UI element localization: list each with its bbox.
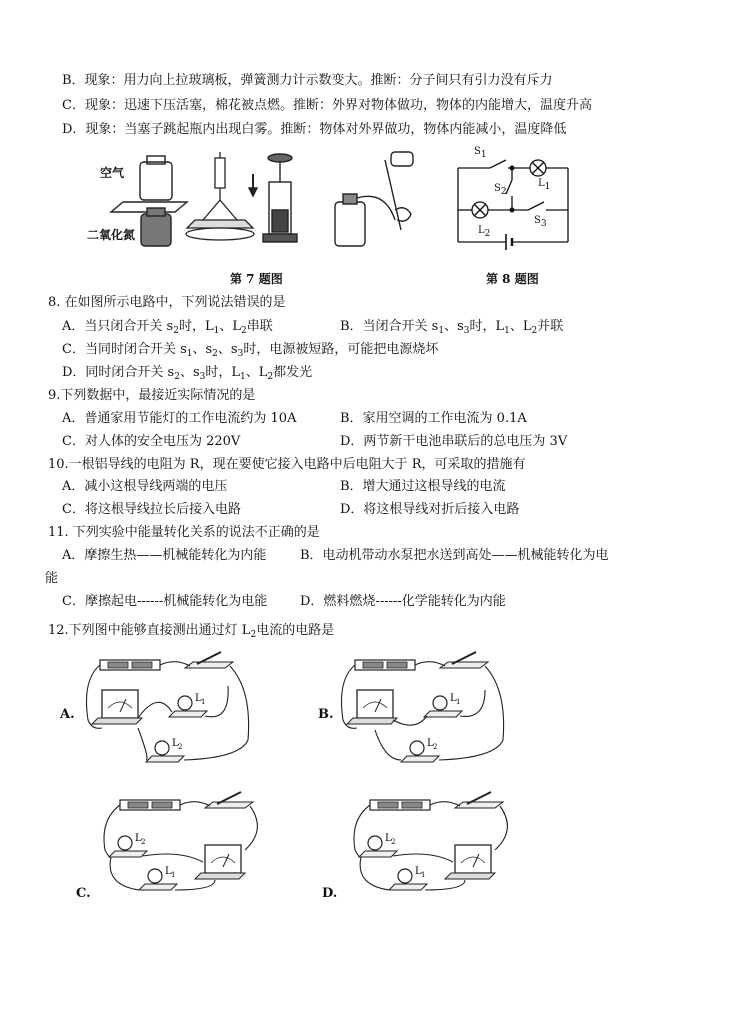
battery-cell-icon <box>152 802 172 808</box>
ammeter-icon <box>455 845 491 873</box>
q9-option-b: B．家用空调的工作电流为 0.1A <box>340 411 527 426</box>
battery-cell-icon <box>363 662 383 668</box>
q12-circuit-d <box>345 790 525 900</box>
fig7-label-air: 空气 <box>100 166 125 180</box>
lamp-base-icon <box>169 711 207 717</box>
lamp-base-icon <box>389 884 427 890</box>
ammeter-base-icon <box>92 718 142 724</box>
fig8-circuit <box>450 150 580 250</box>
bulb-label: L <box>135 833 142 844</box>
switch-base-icon <box>205 802 253 808</box>
q9-stem: 9.下列数据中，最接近实际情况的是 <box>48 388 256 403</box>
lamp-base-icon <box>146 756 184 762</box>
lamp-base-icon <box>424 711 462 717</box>
q12-circuit-b <box>335 650 515 770</box>
q6-option-b: B．现象：用力向上拉玻璃板，弹簧测力计示数变大。推断：分子间只有引力没有斥力 <box>62 73 553 88</box>
q8-option-c: C．当同时闭合开关 $s_1$、$s_2$、$s_3$时，电源被短路，可能把电源烧坏 <box>62 342 439 359</box>
battery-cell-icon <box>378 802 398 808</box>
q12-option-d-label: D. <box>322 886 338 901</box>
bulb-label-sub: 2 <box>178 743 183 751</box>
q12-stem: 12.下列图中能够直接测出通过灯 $L_2$电流的电路是 <box>48 623 335 640</box>
wire <box>360 857 389 890</box>
compression-cylinder <box>249 154 297 242</box>
bulb-label: L <box>450 693 457 704</box>
ammeter-base-icon <box>195 873 245 879</box>
battery-cell-icon <box>402 802 422 808</box>
q12-circuit-a <box>80 650 260 770</box>
fig8-label-l1: L1 <box>538 178 551 192</box>
bulb-icon <box>118 836 132 850</box>
q6-option-d: D．现象：当塞子跳起瓶内出现白雾。推断：物体对外界做功，物体内能减小，温度降低 <box>62 122 567 137</box>
wire <box>180 802 210 806</box>
wire <box>393 854 453 862</box>
bulb-label-sub: 2 <box>391 838 396 846</box>
wire <box>495 806 507 850</box>
wire <box>138 728 147 760</box>
wire <box>375 730 401 760</box>
wire <box>245 806 257 850</box>
wire <box>138 702 172 718</box>
q11-option-b: B．电动机带动水泵把水送到高处——机械能转化为电 <box>300 548 609 563</box>
q9-option-c: C．对人体的安全电压为 220V <box>62 434 241 449</box>
switch-base-icon <box>455 802 503 808</box>
wire <box>430 802 460 806</box>
bulb-label-sub: 2 <box>141 838 146 846</box>
fig8-label-l2: L2 <box>478 225 491 239</box>
wire <box>160 662 190 666</box>
fig8-label-s1: S1 <box>474 146 487 160</box>
wire <box>460 690 485 716</box>
wire <box>393 716 427 725</box>
spring-scale-plate <box>186 152 254 240</box>
bulb-label-sub: 1 <box>421 871 426 879</box>
q10-option-b: B．增大通过这根导线的电流 <box>340 479 506 494</box>
bulb-icon <box>433 696 447 710</box>
bulb-label: L <box>172 738 179 749</box>
ammeter-base-icon <box>445 873 495 879</box>
q11-option-c: C．摩擦起电------机械能转化为电能 <box>62 594 268 609</box>
lamp-base-icon <box>401 756 439 762</box>
battery-cell-icon <box>128 802 148 808</box>
q11-option-a: A．摩擦生热——机械能转化为内能 <box>62 548 267 563</box>
bulb-label: L <box>415 866 422 877</box>
fig8-caption: 第 8 题图 <box>486 272 539 286</box>
ammeter-icon <box>102 690 138 718</box>
q8-option-d: D．同时闭合开关 $s_2$、$s_3$时，$L_1$、$L_2$都发光 <box>62 365 313 382</box>
bulb-label: L <box>385 833 392 844</box>
fig8-label-s2: S2 <box>494 183 507 197</box>
fig8-label-s3: S3 <box>534 215 547 229</box>
q10-option-d: D．将这根导线对折后接入电路 <box>340 502 520 517</box>
battery-cell-icon <box>387 662 407 668</box>
wire <box>425 880 465 890</box>
bulb-label: L <box>427 738 434 749</box>
bulb-label-sub: 1 <box>201 698 206 706</box>
fig7-caption: 第 7 题图 <box>230 272 283 286</box>
wire <box>175 880 215 890</box>
bulb-label: L <box>195 693 202 704</box>
q8-option-a: A．当只闭合开关 $s_2$时，$L_1$、$L_2$串联 <box>62 319 273 336</box>
wire <box>415 662 445 666</box>
lamp-base-icon <box>109 851 147 857</box>
bulb-icon <box>148 869 162 883</box>
battery-cell-icon <box>108 662 128 668</box>
ammeter-icon <box>357 690 393 718</box>
battery-cell-icon <box>132 662 152 668</box>
q9-option-d: D．两节新干电池串联后的总电压为 3V <box>340 434 568 449</box>
bulb-label: L <box>165 866 172 877</box>
q10-option-c: C．将这根导线拉长后接入电路 <box>62 502 241 517</box>
q12-option-c-label: C. <box>76 886 91 901</box>
wire <box>143 854 203 862</box>
lamp-base-icon <box>359 851 397 857</box>
ammeter-base-icon <box>347 718 397 724</box>
q10-stem: 10.一根铝导线的电阻为 R，现在要使它接入电路中后电阻大于 R，可采取的措施有 <box>48 457 526 472</box>
q9-option-a: A．普通家用节能灯的工作电流约为 10A <box>62 411 297 426</box>
bulb-icon <box>178 696 192 710</box>
q10-option-a: A．减小这根导线两端的电压 <box>62 479 228 494</box>
bulb-label-sub: 1 <box>171 871 176 879</box>
bulb-label-sub: 2 <box>433 743 438 751</box>
q11-stem: 11. 下列实验中能量转化关系的说法不正确的是 <box>48 525 320 540</box>
q12-option-a-label: A. <box>60 707 75 722</box>
q6-option-c: C．现象：迅速下压活塞，棉花被点燃。推断：外界对物体做功，物体的内能增大，温度升高 <box>62 98 592 113</box>
fig7-illustrations <box>95 150 430 260</box>
q12-circuit-c <box>95 790 275 900</box>
wire <box>354 805 370 857</box>
q8-option-b: B．当闭合开关 $s_1$、$s_3$时，$L_1$、$L_2$并联 <box>340 319 564 336</box>
q11-option-d: D．燃料燃烧------化学能转化为内能 <box>300 594 506 609</box>
q8-stem: 8. 在如图所示电路中，下列说法错误的是 <box>48 295 286 310</box>
switch-base-icon <box>185 662 233 668</box>
ammeter-icon <box>205 845 241 873</box>
q12-option-b-label: B. <box>318 707 334 722</box>
fig7-label-no2: 二氧化氮 <box>87 228 136 242</box>
wire <box>104 805 120 857</box>
bulb-icon <box>155 741 169 755</box>
wire <box>205 686 228 717</box>
bulb-icon <box>368 836 382 850</box>
bulb-icon <box>398 869 412 883</box>
switch-base-icon <box>440 662 488 668</box>
lamp-base-icon <box>139 884 177 890</box>
bottle-pump <box>335 152 413 246</box>
bulb-icon <box>410 741 424 755</box>
q11-option-b-cont: 能 <box>45 571 59 586</box>
wire <box>110 857 139 890</box>
bulb-label-sub: 1 <box>456 698 461 706</box>
